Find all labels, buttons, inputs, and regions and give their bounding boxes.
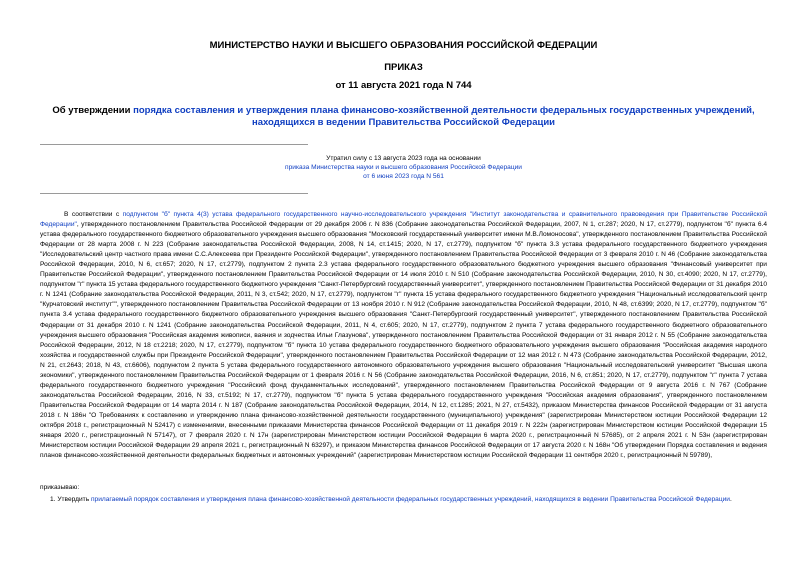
ordered-label: приказываю: xyxy=(40,484,80,491)
item1-prefix: 1. Утвердить xyxy=(50,496,91,503)
status-link-date[interactable]: от 6 июня 2023 года N 561 xyxy=(363,173,444,180)
separator-top xyxy=(40,144,308,145)
document-title xyxy=(40,105,767,129)
document-date-number: от 11 августа 2021 года N 744 xyxy=(335,80,472,91)
title-link[interactable]: порядка составления и утверждения плана финансово-хозяйственной деятельности федеральных государственных учреждений, находящихся в ведении Правительства Российской Федерации xyxy=(133,105,755,128)
document-type-heading: ПРИКАЗ xyxy=(384,62,423,73)
preamble-paragraph xyxy=(40,210,767,461)
status-note xyxy=(0,154,807,181)
preamble-text: В соответствии с xyxy=(64,211,123,218)
preamble-text: , утвержденного постановлением Правительства Российской Федерации от 29 декабря 2006 г. N 836 (Собрание законодательства Российской Федерации, 2007, N 1, ст.287; 2020, N 17, ст.2779), подпунктом "б" пункта 6.4 устава федерального государственного бюджетного образовательного учреждения высшего образования "Московский государственный университет имени М.В.Ломоносова", утвержденного постановлением Правительства Российской Федерации от 28 марта 2008 г. N 223 (Собрание законодательства Российской Федерации, 2008, N 14, ст.1415; 2020, N 17, ст.2779), подпунктом "б" пункта 3.3 устава федерального государственного бюджетного учреждения "Исследовательский центр частного права имени С.С.Алексеева при Президенте Российской Федерации", утвержденного постановлением Правительства Российской Федерации от 3 февраля 2010 г. N 46 (Собрание законодательства Российской Федерации, 2010, N 6, ст.657; 2020, N 17, ст.2779), подпунктом 2 пункта 2.3 устава федерального государственного образовательного бюджетного учреждения высшего образования "Финансовый университет при Правительстве Российской Федерации", утвержденного постановлением Правительства Российской Федерации от 14 июля 2010 г. N 510 (Собрание законодательства Российской Федерации, 2010, N 30, ст.4090; 2020, N 17, ст.2779), подпунктом "г" пункта 15 устава федерального государственного бюджетного учреждения "Санкт-Петербургский государственный университет", утвержденного постановлением Правительства Российской Федерации от 31 декабря 2010 г. N 1241 (Собрание законодательства Российской Федерации, 2011, N 3, ст.542; 2020, N 17, ст.2779), подпунктом "г" пункта 15 устава федерального государственного бюджетного учреждения "Национальный исследовательский центр "Курчатовский институт"", утвержденного постановлением Правительства Российской Федерации от 13 ноября 2010 г. N 912 (Собрание законодательства Российской Федерации, 2010, N 48, ст.6399; 2020, N 17, ст.2779), подпунктом "б" пункта 3.4 устава федерального государственного бюджетного образовательного учреждения высшего образования "Санкт-Петербургский государственный университет", утвержденного постановлением Правительства Российской Федерации от 31 декабря 2010 г. N 1241 (Собрание законодательства Российской Федерации, 2011, N 4, ст.605; 2020, N 17, ст.2779), подпунктом 2 пункта 7 устава федерального государственного бюджетного образовательного учреждения высшего образования "Российская академия живописи, ваяния и зодчества Ильи Глазунова", утвержденного постановлением Правительства Российской Федерации от 31 января 2012 г. N 55 (Собрание законодательства Российской Федерации, 2012, N 18 ст.2218; 2020, N 17, ст.2779), подпунктом "б" пункта 10 устава федерального государственного бюджетного образовательного учреждения высшего образования "Российская академия народного хозяйства и государственной службы при Президенте Российской Федерации", утвержденного постановлением Правительства Российской Федерации от 12 мая 2012 г. N 473 (Собрание законодательства Российской Федерации, 2012, N 21, ст.2643; 2018, N 43, ст.6606), подпунктом 2 пункта 5 устава федерального государственного автономного образовательного учреждения высшего образования "Национальный исследовательский университет "Высшая школа экономики", утвержденного постановлением Правительства Российской Федерации от 1 февраля 2016 г. N 56 (Собрание законодательства Российской Федерации, 2016, N 6, ст.851; 2020, N 17, ст.2779), подпунктом "г" пункта 7 устава федерального государственного бюджетного учреждения "Российский фонд фундаментальных исследований", утвержденного постановлением Правительства Российской Федерации от 9 августа 2016 г. N 767 (Собрание законодательства Российской Федерации, 2016, N 33, ст.5192; N 17, ст.2779), подпунктом "б" пункта 5 устава федерального государственного учреждения "Российская академия образования", утвержденного постановлением Правительства Российской Федерации от 14 марта 2014 г. N 187 (Собрание законодательства Российской Федерации, 2014, N 12, ст.1285; 2021, N 27, ст.5432), приказом Министерства финансов Российской Федерации от 31 августа 2018 г. N 186н "О Требованиях к составлению и утверждению плана финансово-хозяйственной деятельности государственного (муниципального) учреждения" (зарегистрирован Министерством юстиции Российской Федерации 12 октября 2018 г., регистрационный N 52417) с изменениями, внесенными приказами Министерства финансов Российской Федерации от 11 декабря 2019 г. N 222н (зарегистрирован Министерством юстиции Российской Федерации 15 января 2020 г., регистрационный N 57147), от 7 февраля 2020 г. N 17н (зарегистрирован Министерством юстиции Российской Федерации 6 марта 2020 г., регистрационный N 57685), от 2 апреля 2021 г. N 53н (зарегистрирован Министерством юстиции Российской Федерации 29 апреля 2021 г., регистрационный N 63297), и приказом Министерства финансов Российской Федерации от 17 августа 2020 г. N 168н "Об утверждении Порядка составления и ведения планов финансово-хозяйственной деятельности федеральных бюджетных и автономных учреждений" (зарегистрирован Министерством юстиции Российской Федерации 11 сентября 2020 г., регистрационный N 59789), xyxy=(40,221,768,460)
preamble-link[interactable]: подпунктом "б" пункта 4(3) устава федерального государственного научно-исследовательского учреждения "Институт законодательства и сравнительного правоведения при Правительстве Российской Федерации" xyxy=(40,211,768,229)
status-link-order[interactable]: приказа Министерства науки и высшего образования Российской Федерации xyxy=(285,164,522,171)
separator-bottom xyxy=(40,193,308,194)
title-prefix: Об утверждении xyxy=(52,105,134,116)
status-line-1: Утратил силу с 13 августа 2023 года на основании xyxy=(326,155,481,162)
item1-suffix: . xyxy=(729,496,732,503)
order-item-1 xyxy=(40,495,767,505)
ministry-heading: МИНИСТЕРСТВО НАУКИ И ВЫСШЕГО ОБРАЗОВАНИЯ РОССИЙСКОЙ ФЕДЕРАЦИИ xyxy=(209,40,598,51)
item1-link[interactable]: прилагаемый порядок составления и утверждения плана финансово-хозяйственной деятельности федеральных государственных учреждений, находящихся в ведении Правительства Российской Федерации xyxy=(90,496,730,503)
